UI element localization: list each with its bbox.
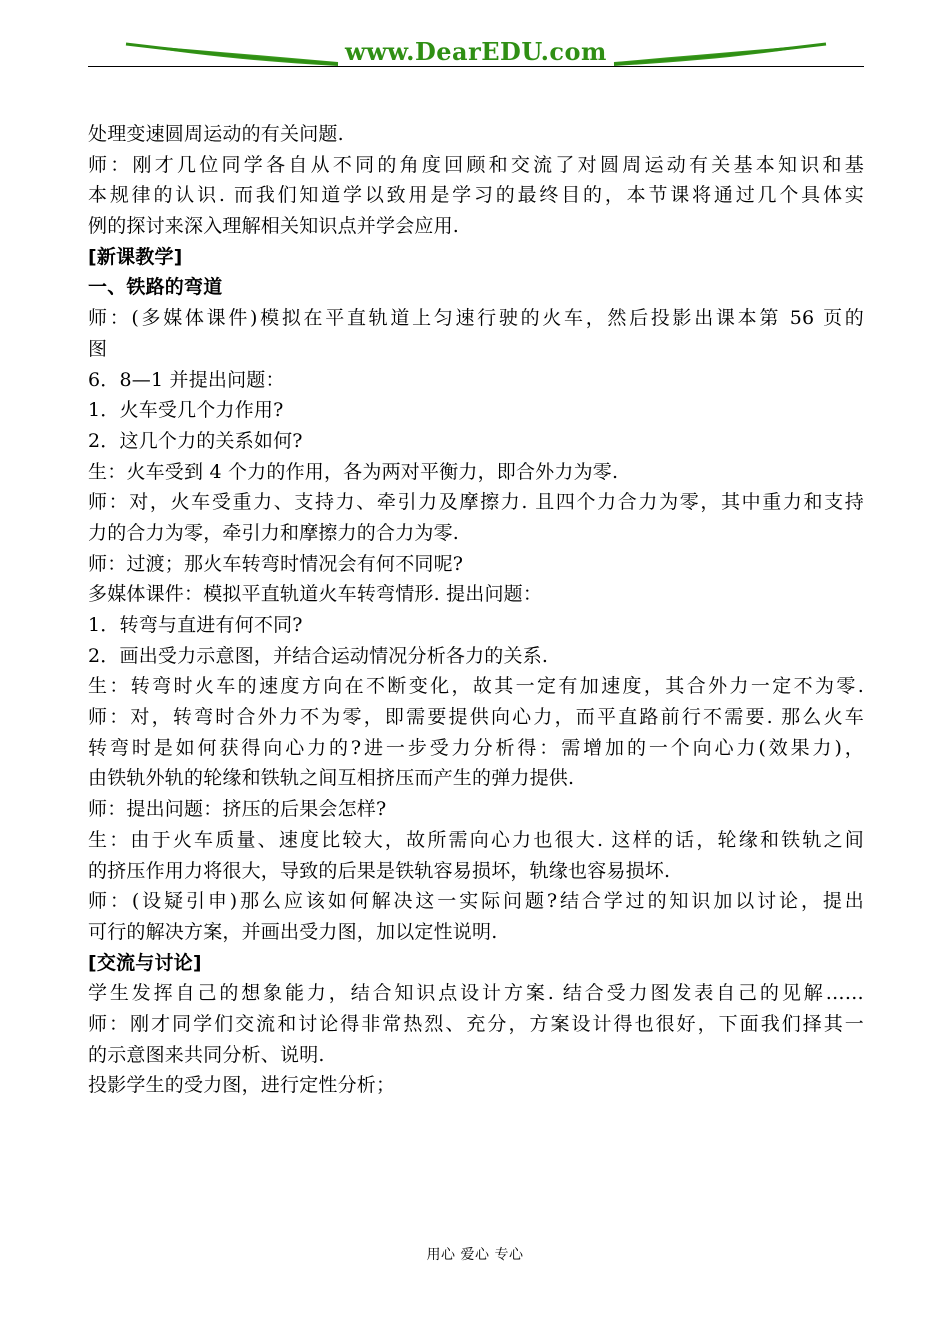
paragraph-line: 由铁轨外轨的轮缘和铁轨之间互相挤压而产生的弹力提供. — [88, 767, 575, 790]
paragraph-line: 可行的解决方案，并画出受力图，加以定性说明. — [88, 920, 498, 943]
paragraph-line: 1．火车受几个力作用? — [88, 399, 284, 422]
paragraph-line: 师：刚才同学们交流和讨论得非常热烈、充分，方案设计得也很好，下面我们择其一 — [88, 1012, 864, 1035]
paragraph-line: 处理变速圆周运动的有关问题. — [88, 123, 344, 145]
paragraph-line: 转弯时是如何获得向心力的?进一步受力分析得：需增加的一个向心力(效果力)， — [88, 736, 864, 759]
paragraph-line: 图 — [88, 337, 108, 360]
paragraph-line: 生：由于火车质量、速度比较大，故所需向心力也很大. 这样的话，轮缘和铁轨之间 — [88, 828, 864, 851]
paragraph-line: 的示意图来共同分析、说明. — [88, 1043, 325, 1066]
section-heading: [新课教学] — [88, 245, 183, 268]
paragraph-line: 多媒体课件：模拟平直轨道火车转弯情形. 提出问题： — [88, 583, 543, 606]
paragraph-line: 师：对，转弯时合外力不为零，即需要提供向心力，而平直路前行不需要. 那么火车 — [88, 706, 864, 729]
page-footer: 用心 爱心 专心 — [426, 1247, 524, 1263]
paragraph-line: 师：过渡；那火车转弯时情况会有何不同呢? — [88, 552, 464, 575]
paragraph-line: 生：转弯时火车的速度方向在不断变化，故其一定有加速度，其合外力一定不为零. — [88, 675, 864, 698]
paragraph-line: 2．这几个力的关系如何? — [88, 429, 303, 452]
paragraph-line: 6．8—1 并提出问题： — [88, 368, 285, 391]
paragraph-line: 师：(设疑引申)那么应该如何解决这一实际问题?结合学过的知识加以讨论，提出 — [88, 890, 864, 913]
paragraph-line: 师：提出问题：挤压的后果会怎样? — [88, 798, 387, 821]
paragraph-line: 师：(多媒体课件)模拟在平直轨道上匀速行驶的火车，然后投影出课本第 56 页的 — [88, 307, 864, 330]
header-divider — [88, 66, 864, 67]
paragraph-line: 本规律的认识. 而我们知道学以致用是学习的最终目的，本节课将通过几个具体实 — [88, 184, 864, 207]
paragraph-line: 1．转弯与直进有何不同? — [88, 614, 303, 636]
paragraph-line: 师：刚才几位同学各自从不同的角度回顾和交流了对圆周运动有关基本知识和基 — [88, 153, 864, 176]
section-heading: 一、铁路的弯道 — [88, 276, 223, 299]
paragraph-line: 生：火车受到 4 个力的作用，各为两对平衡力，即合外力为零. — [88, 460, 619, 483]
paragraph-line: 2．画出受力示意图，并结合运动情况分析各力的关系. — [88, 644, 549, 667]
document-body — [88, 119, 864, 1101]
section-heading: [交流与讨论] — [88, 951, 202, 974]
paragraph-line: 的挤压作用力将很大，导致的后果是铁轨容易损坏，轨缘也容易损坏. — [88, 859, 671, 882]
paragraph-line: 学生发挥自己的想象能力，结合知识点设计方案. 结合受力图发表自己的见解…… — [88, 982, 864, 1005]
paragraph-line: 力的合力为零，牵引力和摩擦力的合力为零. — [88, 521, 460, 544]
paragraph-line: 例的探讨来深入理解相关知识点并学会应用. — [88, 215, 460, 238]
paragraph-line: 投影学生的受力图，进行定性分析； — [88, 1074, 396, 1097]
site-logo-text[interactable]: www.DearEDU.com — [345, 37, 607, 66]
paragraph-line: 师：对，火车受重力、支持力、牵引力及摩擦力. 且四个力合力为零，其中重力和支持 — [88, 491, 864, 514]
